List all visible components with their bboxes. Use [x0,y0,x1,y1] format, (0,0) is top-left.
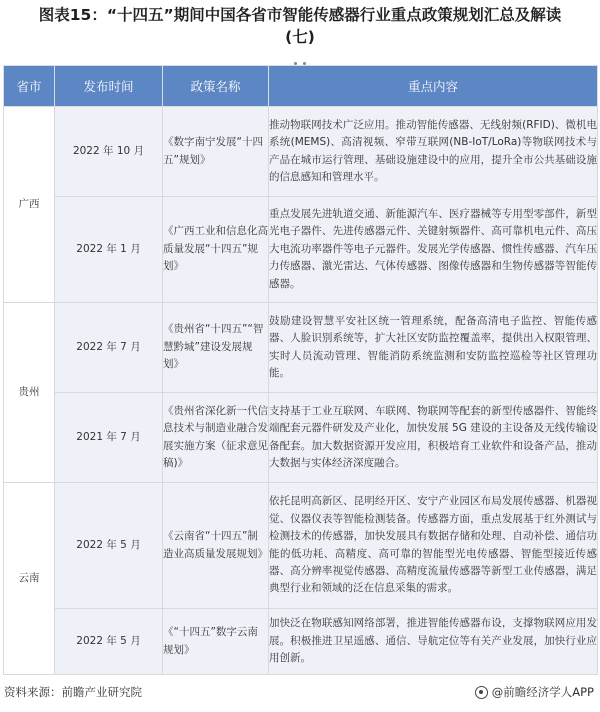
policy-name-cell: 《云南省“十四五”制造业高质量发展规划》 [163,483,269,609]
date-cell: 2022 年 5 月 [55,609,163,675]
date-cell: 2022 年 10 月 [55,107,163,197]
policy-name-cell: 《“十四五”数字云南规划》 [163,609,269,675]
content-cell: 支持基于工业互联网、车联网、物联网等配套的新型传感器件、智能终端配套元器件研发及产业化，加快发展 5G 建设的主设备及无线传输设备配套。加大数据资源开发应用，积极培育工业软件和设备产品，推动大数据与实体经济深度融合。 [269,393,598,483]
policy-name-cell: 《广西工业和信息化高质量发展“十四五”规划》 [163,197,269,303]
province-cell: 云南 [4,483,55,675]
table-header-row [4,66,598,107]
policy-table [3,65,598,675]
policy-name-cell: 《贵州省深化新一代信息技术与制造业融合发展实施方案（征求意见稿)》 [163,393,269,483]
title-line-1: 图表15：“十四五”期间中国各省市智能传感器行业重点政策规划汇总及解读 [38,6,562,24]
content-cell: 鼓励建设智慧平安社区统一管理系统，配备高清电子监控、智能传感器、人脸识别系统等，扩大社区安防监控覆盖率，提供出入权限管理、实时人员流动管理、智能消防系统监测和安防监控巡检等社区管理功能。 [269,303,598,393]
brand-label: @前瞻经济学人APP [491,685,594,699]
page-title [0,4,600,48]
policy-name-cell: 《数字南宁发展“十四五”规划》 [163,107,269,197]
header-policy-name: 政策名称 [163,66,269,107]
header-key-content: 重点内容 [269,66,598,107]
table-row [4,393,598,483]
content-cell: 重点发展先进轨道交通、新能源汽车、医疗器械等专用型零部件，新型光电子器件、先进传感器元件、关键射频器件、高可靠机电元件、高压大电流功率器件等电子元器件。发展光学传感器、惯性传感器、汽车压力传感器、激光雷达、气体传感器、图像传感器和生物传感器等智能传感器。 [269,197,598,303]
footer [0,678,600,712]
source-note: 资料来源：前瞻产业研究院 [4,685,142,699]
header-province: 省市 [4,66,55,107]
header-date: 发布时间 [55,66,163,107]
table-row [4,609,598,675]
date-cell: 2021 年 7 月 [55,393,163,483]
title-divider-dots [0,50,600,56]
table-row [4,303,598,393]
table-row [4,107,598,197]
date-cell: 2022 年 7 月 [55,303,163,393]
table-row [4,483,598,609]
table-row [4,197,598,303]
province-cell: 广西 [4,107,55,303]
title-line-2: (七) [285,28,315,46]
province-cell: 贵州 [4,303,55,483]
date-cell: 2022 年 5 月 [55,483,163,609]
content-cell: 推动物联网技术广泛应用。推动智能传感器、无线射频(RFID)、微机电系统(MEMS)、高清视频、窄带互联网(NB-IoT/LoRa)等物联网技术与产品在城市运行管理、基础设施建设中的应用，提升全市公共基础设施的信息感知和管理水平。 [269,107,598,197]
policy-name-cell: 《贵州省“十四五”“智慧黔城”建设发展规划》 [163,303,269,393]
brand-credit [475,684,594,700]
content-cell: 加快泛在物联感知网络部署，推进智能传感器布设，支撑物联网应用发展。积极推进卫星遥感、通信、导航定位等有关产业发展，加快行业应用创新。 [269,609,598,675]
content-cell: 依托昆明高新区、昆明经开区、安宁产业园区布局发展传感器、机器视觉、仪器仪表等智能检测装备。传感器方面，重点发展基于红外测试与检测技术的传感器，加快发展具有数据存储和处理、自动补偿、通信功能的低功耗、高精度、高可靠的智能型光电传感器、智能型接近传感器、高分辨率视觉传感器、高精度流量传感器等新型工业传感器，满足典型行业和领域的泛在信息采集的需求。 [269,483,598,609]
brand-circle-icon [475,686,488,699]
date-cell: 2022 年 1 月 [55,197,163,303]
